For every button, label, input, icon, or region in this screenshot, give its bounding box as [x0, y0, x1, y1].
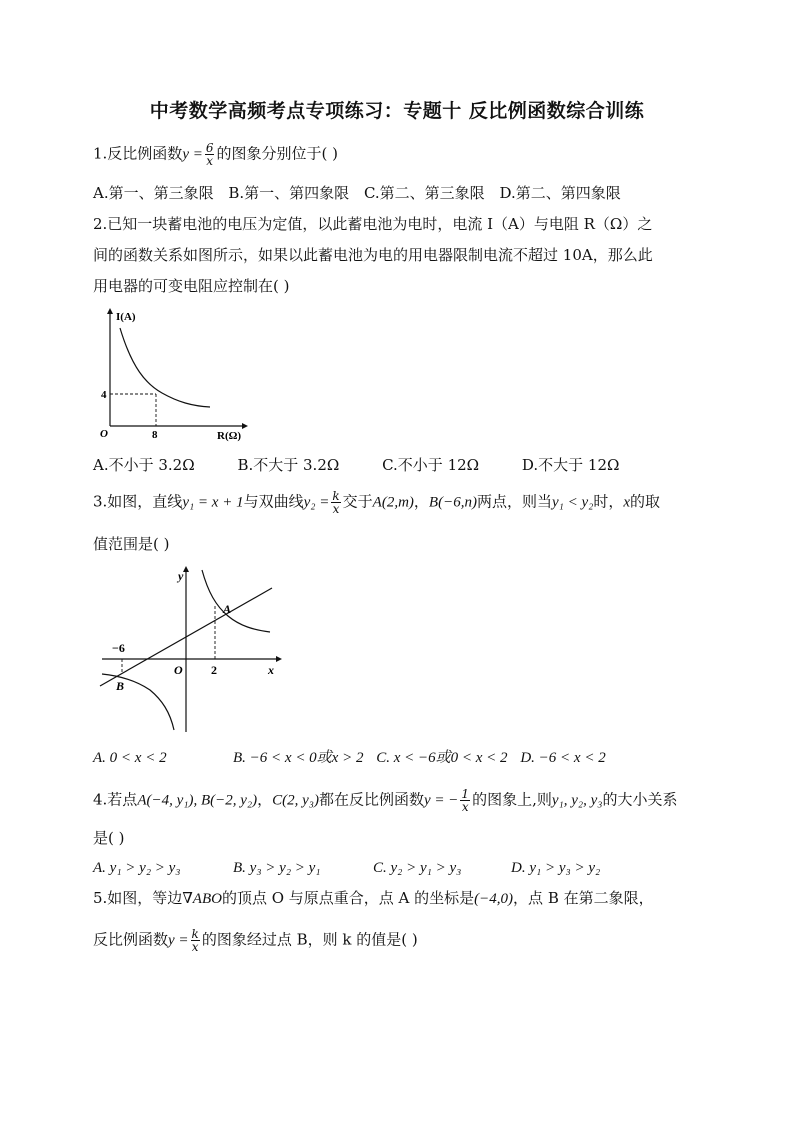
option-a[interactable]: A. 0 < x < 2 [93, 750, 167, 766]
point-b-label: B [116, 679, 125, 693]
point-a-label: A [223, 602, 232, 616]
line-hyperbola-graph [98, 562, 284, 734]
x-tick-label: 8 [152, 429, 158, 441]
question-4-line-1: 4.若点A(−4, y₁), B(−2, y₂)，C(2, y₃)都在反比例函数y = − $\frac{1}{x}$ 的图象上,则y₁, y₂, y₃的大小关系 [93, 787, 678, 814]
question-5-line-2: 反比例函数y = $\frac{k}{x}$ 的图象经过点 B，则 k 的值是( ) [93, 927, 418, 954]
question-3-line-2: 值范围是( ) [93, 535, 170, 553]
origin-label: O [100, 428, 108, 440]
y-axis-arrow [107, 308, 113, 314]
hyperbola-branch-left [102, 674, 174, 730]
option-a[interactable]: A.不小于 3.2Ω [93, 456, 195, 474]
option-b[interactable]: B. −6 < x < 0或x > 2 [233, 750, 364, 766]
neg-tick-label: −6 [112, 641, 125, 655]
option-a[interactable]: A. y₁ > y₂ > y₃ [93, 860, 181, 876]
origin-label: O [174, 663, 183, 677]
current-resistance-graph [92, 306, 252, 446]
fraction-k-over-x: $\frac{k}{x}$ [332, 489, 340, 516]
question-5-line-1: 5.如图，等边∇ABO的顶点 O 与原点重合，点 A 的坐标是(−4,0)，点 B 在第二象限， [93, 889, 654, 907]
option-a[interactable]: A.第一、第三象限 [93, 184, 214, 202]
fraction-1-over-x: $\frac{1}{x}$ [461, 787, 470, 814]
option-c[interactable]: C. x < −6或0 < x < 2 [376, 750, 508, 766]
y-axis-label: y [178, 569, 184, 583]
question-3-line-1: 3.如图，直线y₁ = x + 1与双曲线y₂ = $\frac{k}{x}$ 交于A(2,m)，B(−6,n)两点，则当y₁ < y₂时，x的取 [93, 489, 661, 516]
pos-tick-label: 2 [211, 663, 217, 677]
question-4-options [93, 857, 703, 878]
option-b[interactable]: B.第一、第四象限 [228, 184, 350, 202]
option-d[interactable]: D.第二、第四象限 [499, 184, 621, 202]
y-axis-label: I(A) [116, 311, 136, 323]
option-d[interactable]: D. y₁ > y₃ > y₂ [511, 860, 601, 876]
x-axis-arrow [242, 423, 248, 429]
y-tick-label: 4 [101, 389, 107, 401]
option-c[interactable]: C.不小于 12Ω [382, 456, 480, 474]
question-2-line-2: 间的函数关系如图所示，如果以此蓄电池为电的用电器限制电流不超过 10A，那么此 [93, 246, 653, 264]
question-3-options [93, 747, 703, 768]
hyperbola-curve [120, 328, 210, 407]
question-4-line-2: 是( ) [93, 829, 125, 847]
x-axis-label: R(Ω) [217, 430, 242, 442]
option-b[interactable]: B. y₃ > y₂ > y₁ [233, 860, 321, 876]
option-c[interactable]: C.第二、第三象限 [363, 184, 485, 202]
option-b[interactable]: B.不大于 3.2Ω [237, 456, 340, 474]
fraction-k-over-x: $\frac{k}{x}$ [191, 927, 199, 954]
x-axis-arrow [276, 656, 282, 662]
question-1-stem: 1.反比例函数y = $\frac{6}{x}$ 的图象分别位于( ) [93, 141, 338, 168]
option-d[interactable]: D. −6 < x < 2 [520, 750, 606, 766]
fraction-6-over-x: $\frac{6}{x}$ [205, 141, 214, 168]
question-1-options [93, 183, 703, 203]
option-c[interactable]: C. y₂ > y₁ > y₃ [373, 860, 462, 876]
x-axis-label: x [268, 663, 274, 677]
y-axis-arrow [183, 566, 189, 572]
option-d[interactable]: D.不大于 12Ω [521, 456, 620, 474]
page-title: 中考数学高频考点专项练习：专题十 反比例函数综合训练 [149, 100, 645, 122]
question-2-line-3: 用电器的可变电阻应控制在( ) [93, 277, 290, 295]
question-2-options [93, 455, 703, 475]
question-2-line-1: 2.已知一块蓄电池的电压为定值，以此蓄电池为电时，电流 I（A）与电阻 R（Ω）之 [93, 215, 653, 233]
